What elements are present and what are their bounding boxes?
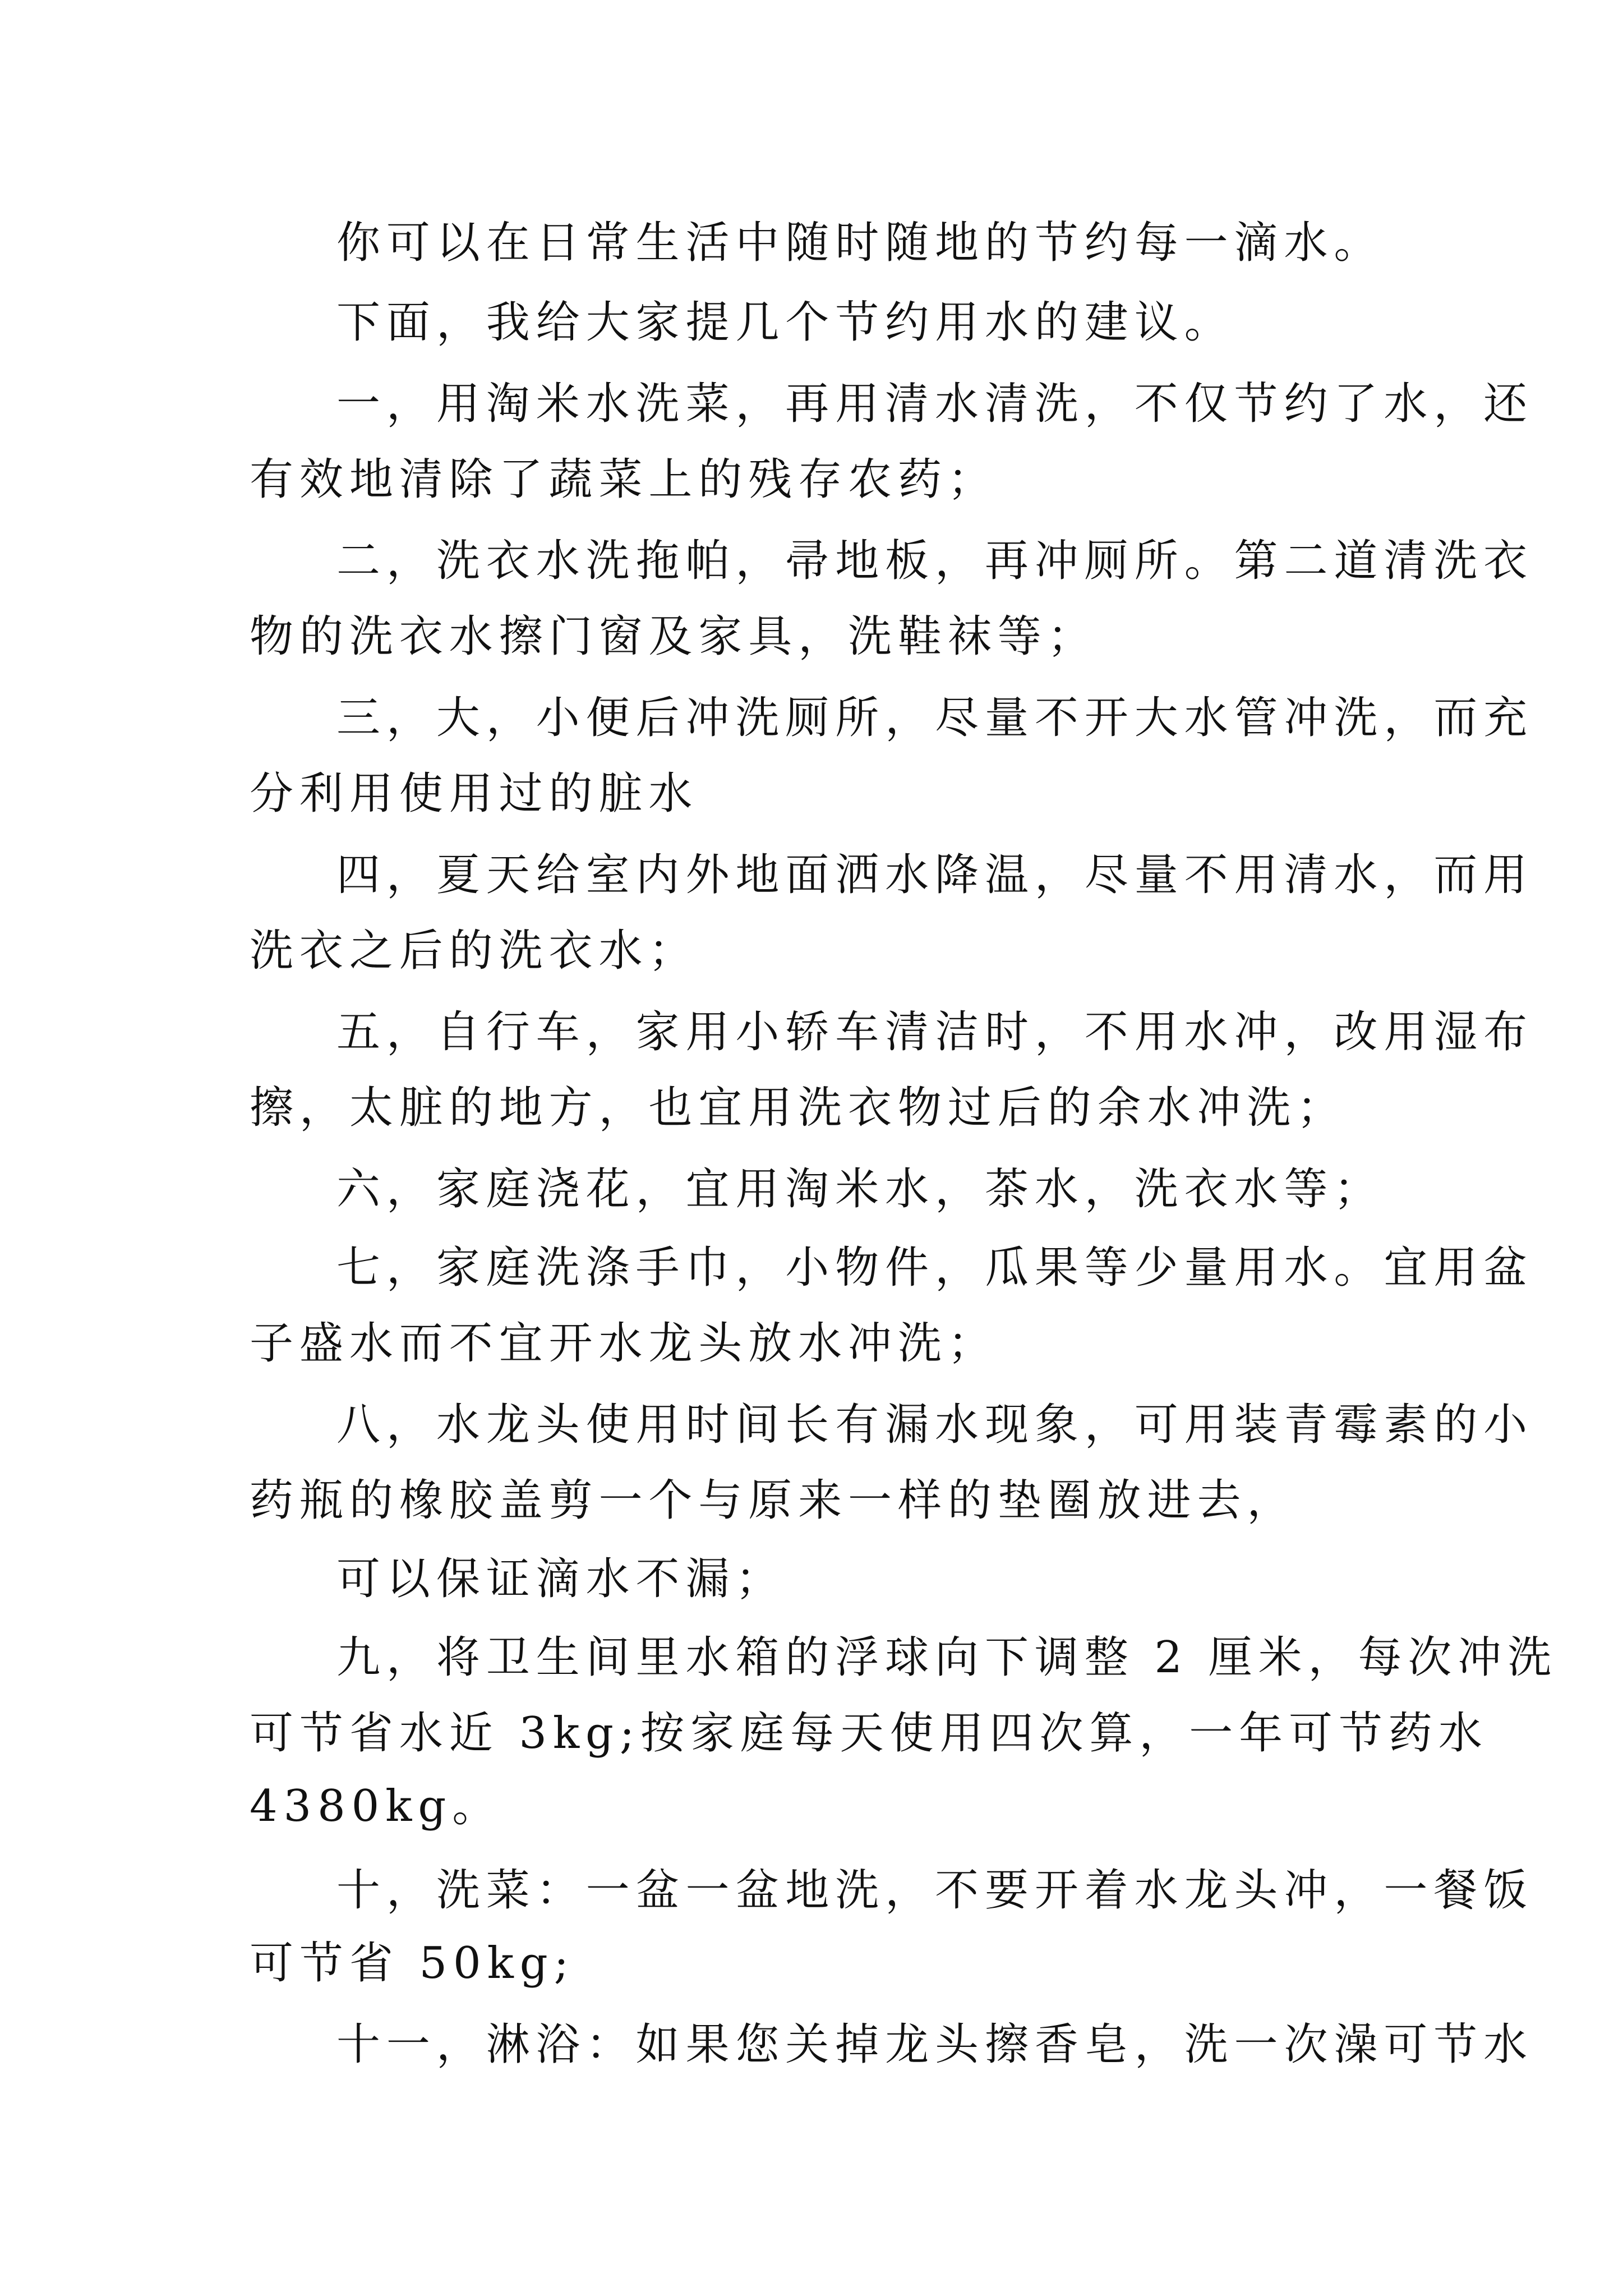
text-line: 十，洗菜：一盆一盆地洗，不要开着水龙头冲，一餐饭 [336,1865,1534,1916]
text-line: 七，家庭洗涤手巾，小物件，瓜果等少量用水。宜用盆 [336,1243,1534,1293]
text-line: 药瓶的橡胶盖剪一个与原来一样的垫圈放进去， [250,1475,1297,1526]
text-line: 可节省 50kg; [250,1938,575,1989]
text-line: 分利用使用过的脏水 [250,769,699,819]
text-line: 九，将卫生间里水箱的浮球向下调整 2 厘米，每次冲洗 [336,1632,1558,1683]
text-line: 洗衣之后的洗衣水； [250,926,699,976]
text-line: 你可以在日常生活中随时随地的节约每一滴水。 [336,218,1384,268]
text-line: 子盛水而不宜开水龙头放水冲洗； [250,1318,998,1369]
text-line: 有效地清除了蔬菜上的残存农药； [250,454,998,505]
text-line: 六，家庭浇花，宜用淘米水，茶水，洗衣水等； [336,1164,1384,1214]
text-line: 四，夏天给室内外地面洒水降温，尽量不用清水，而用 [336,850,1534,900]
text-line: 三，大，小便后冲洗厕所，尽量不开大水管冲洗，而充 [336,693,1534,743]
text-line: 二，洗衣水洗拖帕，帚地板，再冲厕所。第二道清洗衣 [336,536,1534,586]
text-line: 五，自行车，家用小轿车清洁时，不用水冲，改用湿布 [336,1007,1534,1057]
text-line: 十一，淋浴：如果您关掉龙头擦香皂，洗一次澡可节水 [336,2019,1534,2070]
text-line: 可以保证滴水不漏； [336,1554,786,1604]
text-line: 物的洗衣水擦门窗及家具，洗鞋袜等； [250,611,1098,662]
text-line: 可节省水近 3kg;按家庭每天使用四次算，一年可节药水 [250,1708,1488,1759]
text-line: 擦，太脏的地方，也宜用洗衣物过后的余水冲洗； [250,1083,1347,1133]
text-line: 一，用淘米水洗菜，再用清水清洗，不仅节约了水，还 [336,379,1534,429]
text-line: 八，水龙头使用时间长有漏水现象，可用装青霉素的小 [336,1400,1534,1450]
text-line: 下面，我给大家提几个节约用水的建议。 [336,297,1234,348]
text-line: 4380kg。 [250,1781,502,1832]
